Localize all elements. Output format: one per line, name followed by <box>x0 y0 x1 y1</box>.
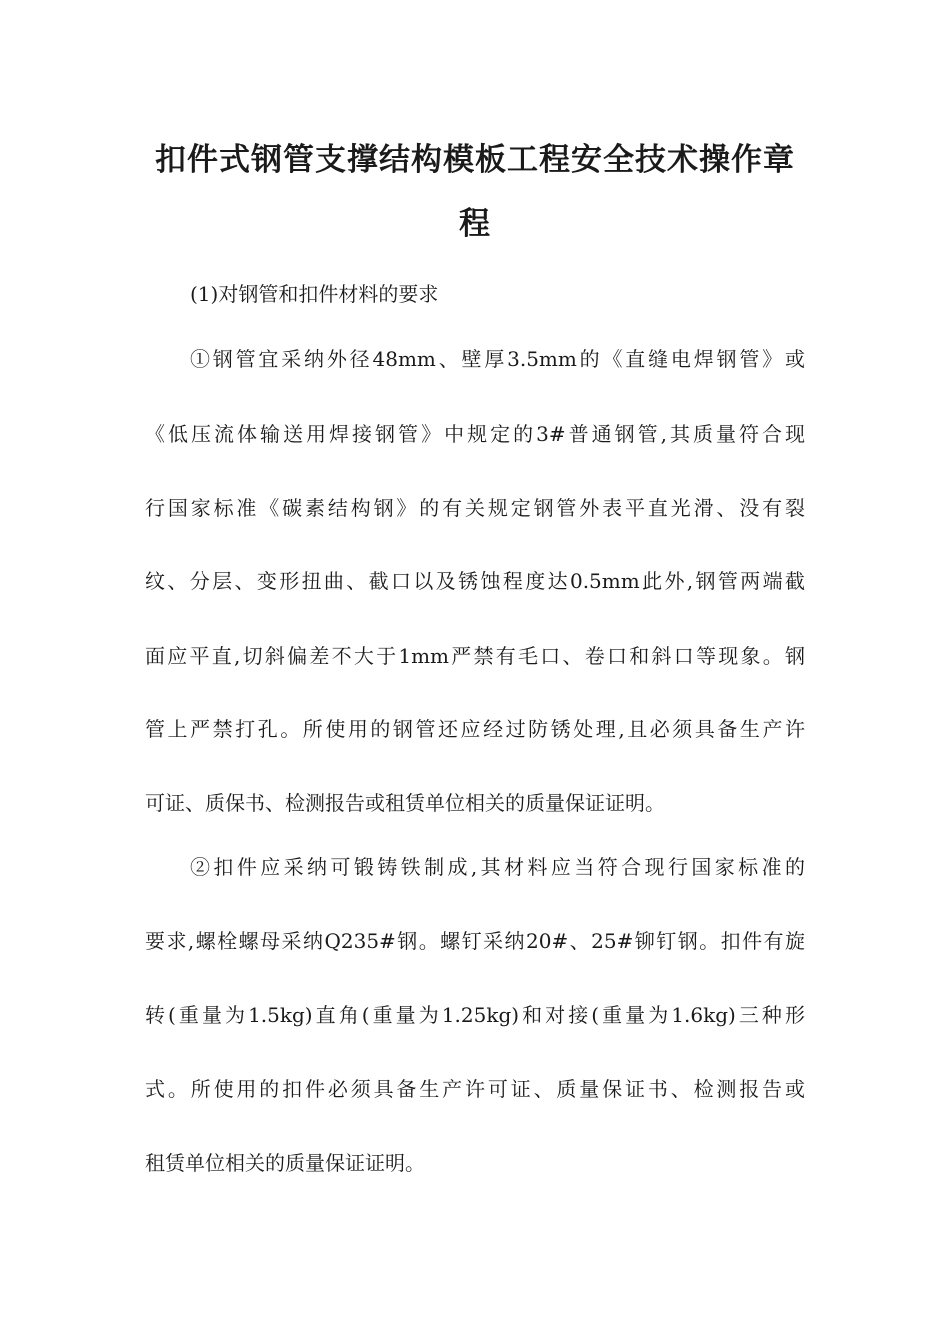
paragraph-1-line-7: 可证、质保书、检测报告或租赁单位相关的质量保证证明。 <box>145 791 665 815</box>
paragraph-2-line-3: 转(重量为1.5kg)直角(重量为1.25kg)和对接(重量为1.6kg)三种形 <box>145 1003 805 1027</box>
paragraph-1-line-5: 面应平直,切斜偏差不大于1mm严禁有毛口、卷口和斜口等现象。钢 <box>145 644 805 668</box>
paragraph-1-line-3: 行国家标准《碳素结构钢》的有关规定钢管外表平直光滑、没有裂 <box>145 496 805 520</box>
paragraph-2-line-4: 式。所使用的扣件必须具备生产许可证、质量保证书、检测报告或 <box>145 1077 805 1101</box>
title-line-2: 程 <box>459 206 491 242</box>
paragraph-1-line-1: ①钢管宜采纳外径48mm、壁厚3.5mm的《直缝电焊钢管》或 <box>190 347 805 371</box>
title-line-1: 扣件式钢管支撑结构模板工程安全技术操作章 <box>155 142 795 178</box>
paragraph-2-line-1: ②扣件应采纳可锻铸铁制成,其材料应当符合现行国家标准的 <box>190 855 805 879</box>
paragraph-1-line-2: 《低压流体输送用焊接钢管》中规定的3#普通钢管,其质量符合现 <box>145 422 805 446</box>
document-title <box>145 128 805 256</box>
paragraph-2-line-2: 要求,螺栓螺母采纳Q235#钢。螺钉采纳20#、25#铆钉钢。扣件有旋 <box>145 929 805 953</box>
section-heading: (1)对钢管和扣件材料的要求 <box>190 282 439 306</box>
paragraph-1-line-6: 管上严禁打孔。所使用的钢管还应经过防锈处理,且必须具备生产许 <box>145 717 805 741</box>
paragraph-1-line-4: 纹、分层、变形扭曲、截口以及锈蚀程度达0.5mm此外,钢管两端截 <box>145 569 805 593</box>
paragraph-2-line-5: 租赁单位相关的质量保证证明。 <box>145 1151 425 1175</box>
